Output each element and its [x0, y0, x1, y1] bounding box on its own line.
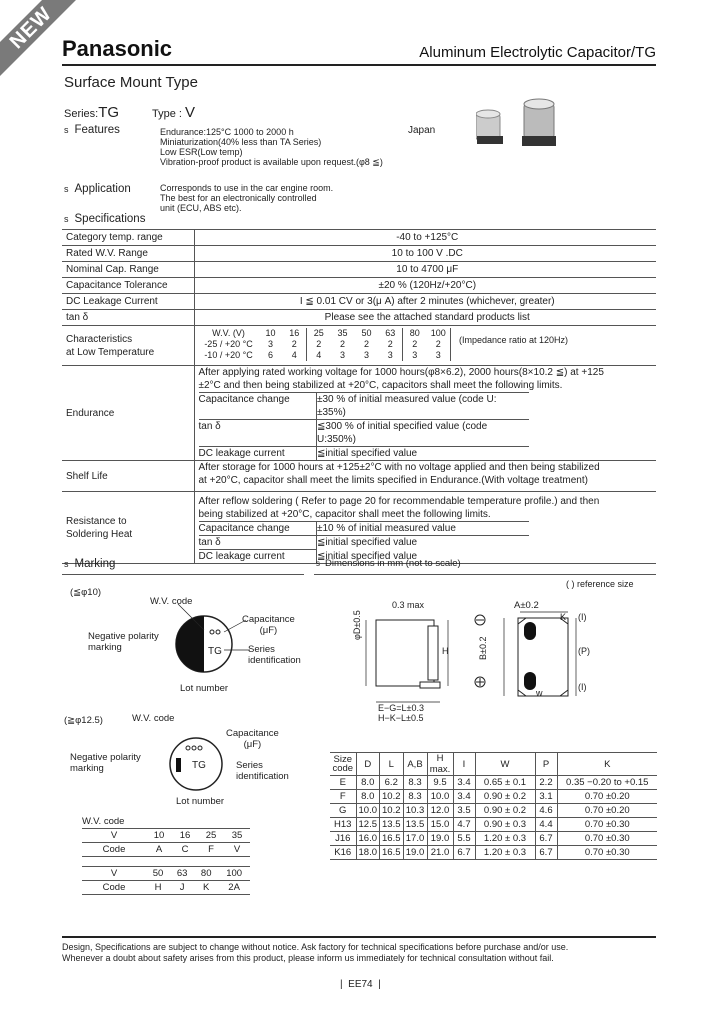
dims-row: K16 18.0 16.5 19.0 21.0 6.7 1.20 ± 0.3 6.7 0.70 ±0.30 [330, 846, 657, 860]
marking-small-label: (≦φ10) [70, 587, 102, 598]
dims-row: E 8.0 6.2 8.3 9.5 3.4 0.65 ± 0.1 2.2 0.35 −0.20 to +0.15 [330, 776, 657, 790]
features-heading: s Features [64, 124, 120, 136]
lowtemp-table: W.V. (V) 10 16 25 35 50 63 80 100 -25 / +20 °C 3 2 2 2 2 2 2 2 -10 / +20 °C 6 4 4 3 3 3 3 3 [199, 328, 452, 361]
product-photo [476, 96, 560, 158]
dims-row: J16 16.0 16.5 17.0 19.0 5.5 1.20 ± 0.3 6.7 0.70 ±0.30 [330, 832, 657, 846]
new-ribbon: NEW [0, 0, 85, 82]
page-number: | EE74 | [340, 979, 381, 990]
reference-size-note: ( ) reference size [566, 579, 634, 589]
solder-limits: Capacitance change ±10 % of initial measured value tan δ ≦initial specified value DC leakage current ≦initial specified value [199, 521, 529, 563]
document-title: Aluminum Electrolytic Capacitor/TG [419, 44, 656, 61]
marking-rule [62, 574, 304, 575]
marking-large-label: (≧φ12.5) [64, 715, 103, 726]
type-label: Type : V [152, 104, 196, 121]
footer-rule [62, 936, 656, 938]
dims-row: F 8.0 10.2 8.3 10.0 3.4 0.90 ± 0.2 3.1 0.70 ±0.20 [330, 790, 657, 804]
i-label-top: (I) [578, 612, 587, 622]
dimension-drawing [344, 596, 654, 720]
spec-row: Nominal Cap. Range 10 to 4700 μF [62, 262, 656, 278]
lot-number-callout-large: Lot number [176, 796, 225, 807]
series-id-callout: Series identification [248, 644, 301, 666]
dimension-equations: E−G=L±0.3 H−K−L±0.5 [378, 703, 424, 723]
origin-label: Japan [408, 125, 436, 136]
w-label: w [536, 688, 543, 698]
specifications-table [62, 229, 656, 564]
spec-row: Capacitance Tolerance ±20 % (120Hz/+20°C) [62, 278, 656, 294]
series-value: TG [98, 104, 120, 121]
spec-row: DC Leakage Current I ≦ 0.01 CV or 3(μ A) after 2 minutes (whichever, greater) [62, 294, 656, 310]
capacitance-callout-large: Capacitance (μF) [226, 728, 279, 750]
spec-row: Rated W.V. Range 10 to 100 V .DC [62, 246, 656, 262]
wv-code-table-2: V 50 63 80 100 Code H J K 2A [82, 866, 250, 895]
b02-label: B±0.2 [478, 636, 488, 660]
endurance-limits: Capacitance change ±30 % of initial measured value (code U:±35%) tan δ ≦300 % of initial specified value (code U:350%) DC leakage current ≦initial specified value [199, 392, 529, 460]
marking-large-diagram [166, 728, 236, 798]
series-label: Series:TG [64, 104, 120, 121]
dimensions-table: Size code D L A,B H max. I W P K E 8.0 6.2 8.3 9.5 3.4 0.65 ± 0.1 2.2 0.35 −0.20 to +0.15 F 8.0 10.2 8.3 10.0 3.4 0.90 ± 0.2 3.1 0.70 ±0.20 G 10.0 10.2 10.3 12.0 3.5 0.90 ± 0.2 4.6 0.70 ±0.20 H13 12.5 13.5 13.5 15.0 4.7 0.90 ± 0.3 4.4 0.70 ±0.30 J16 16.0 16.5 17.0 19.0 5.5 1.20 ± 0.3 6.7 0.70 ±0.30 K16 18.0 16.5 19.0 21.0 6.7 1.20 ± 0.3 6.7 0.70 ±0.30 [330, 752, 657, 860]
impedance-note: (Impedance ratio at 120Hz) [459, 335, 569, 345]
application-list: Corresponds to use in the car engine room. The best for an electronically controlled unit (ECU, ABS etc). [160, 183, 334, 213]
spec-row: Category temp. range -40 to +125°C [62, 230, 656, 246]
dims-row: G 10.0 10.2 10.3 12.0 3.5 0.90 ± 0.2 4.6 0.70 ±0.20 [330, 804, 657, 818]
wv-code-table-1: V 10 16 25 35 Code A C F V [82, 828, 250, 857]
h-label: H [442, 646, 449, 656]
type-value: V [185, 104, 196, 121]
capacitance-callout: Capacitance (μF) [242, 614, 295, 636]
lot-number-callout: Lot number [180, 683, 229, 694]
dimensions-rule [314, 574, 656, 575]
negative-polarity-callout: Negative polarity marking [88, 631, 159, 653]
p-label: (P) [578, 646, 590, 656]
a02-label: A±0.2 [514, 600, 539, 611]
wv-code-callout: W.V. code [150, 596, 193, 607]
marking-heading: s Marking [64, 558, 116, 570]
max-03-label: 0.3 max [392, 600, 425, 610]
subtitle: Surface Mount Type [64, 74, 198, 91]
marking-small-diagram [174, 604, 254, 684]
spec-row-lowtemp: Characteristics at Low Temperature W.V. (V) 10 16 25 35 50 63 80 100 -25 / +20 °C 3 2 2 2 2 2 2 2 -10 / +20 °C 6 4 4 3 3 3 3 3 (Impedance ratio at 120Hz) [62, 326, 656, 366]
brand-logo: Panasonic [62, 36, 173, 61]
specifications-heading: s Specifications [64, 213, 146, 225]
spec-row: tan δ Please see the attached standard products list [62, 310, 656, 326]
dims-row: H13 12.5 13.5 13.5 15.0 4.7 0.90 ± 0.3 4.4 0.70 ±0.30 [330, 818, 657, 832]
wv-code-callout-large: W.V. code [132, 713, 175, 724]
phid-label: φD±0.5 [352, 610, 362, 640]
dimensions-heading: s Dimensions in mm (not to scale) [316, 558, 461, 569]
negative-polarity-callout-large: Negative polarity marking [70, 752, 141, 774]
spec-row-shelf: Shelf Life After storage for 1000 hours at +125±2°C with no voltage applied and then being stabilized at +20°C, capacitor shall meet the limits specified in Endurance.(With voltage treatment) [62, 461, 656, 492]
series-id-callout-large: Series identification [236, 760, 289, 782]
features-list: Endurance:125°C 1000 to 2000 h Miniaturization(40% less than TA Series) Low ESR(Low temp) Vibration-proof product is available upon request.(φ8 ≦) [160, 127, 383, 167]
spec-row-solder: Resistance to Soldering Heat After reflow soldering ( Refer to page 20 for recommendable temperature profile.) and then being stabilized at +20°C, capacitor shall meet the following limits. Capacitance change ±10 % of initial measured value tan δ ≦initial specified value DC leakage current ≦initial specified value [62, 492, 656, 564]
application-heading: s Application [64, 183, 131, 195]
i-label-bottom: (I) [578, 682, 587, 692]
title-rule [62, 64, 656, 66]
wv-code-title: W.V. code [82, 816, 125, 827]
tg-mark-small: TG [208, 646, 222, 657]
footer-notice: Design, Specifications are subject to change without notice. Ask factory for technical specifications before purchase and/or use. Whenever a doubt about safety arises from this product, please inform us immediately for technical consultation without fail. [62, 942, 569, 963]
tg-mark-large: TG [192, 760, 206, 771]
spec-row-endurance: Endurance After applying rated working voltage for 1000 hours(φ8×6.2), 2000 hours(8×10.2 ≦) at +125 ±2°C and then being stabilized at +20°C, capacitors shall meet the following limits. Capacitance change ±30 % of initial measured value (code U:±35%) tan δ ≦300 % of initial specified value (code U:350%) DC leakage current ≦initial specified value [62, 366, 656, 461]
k-label: K [560, 612, 567, 622]
